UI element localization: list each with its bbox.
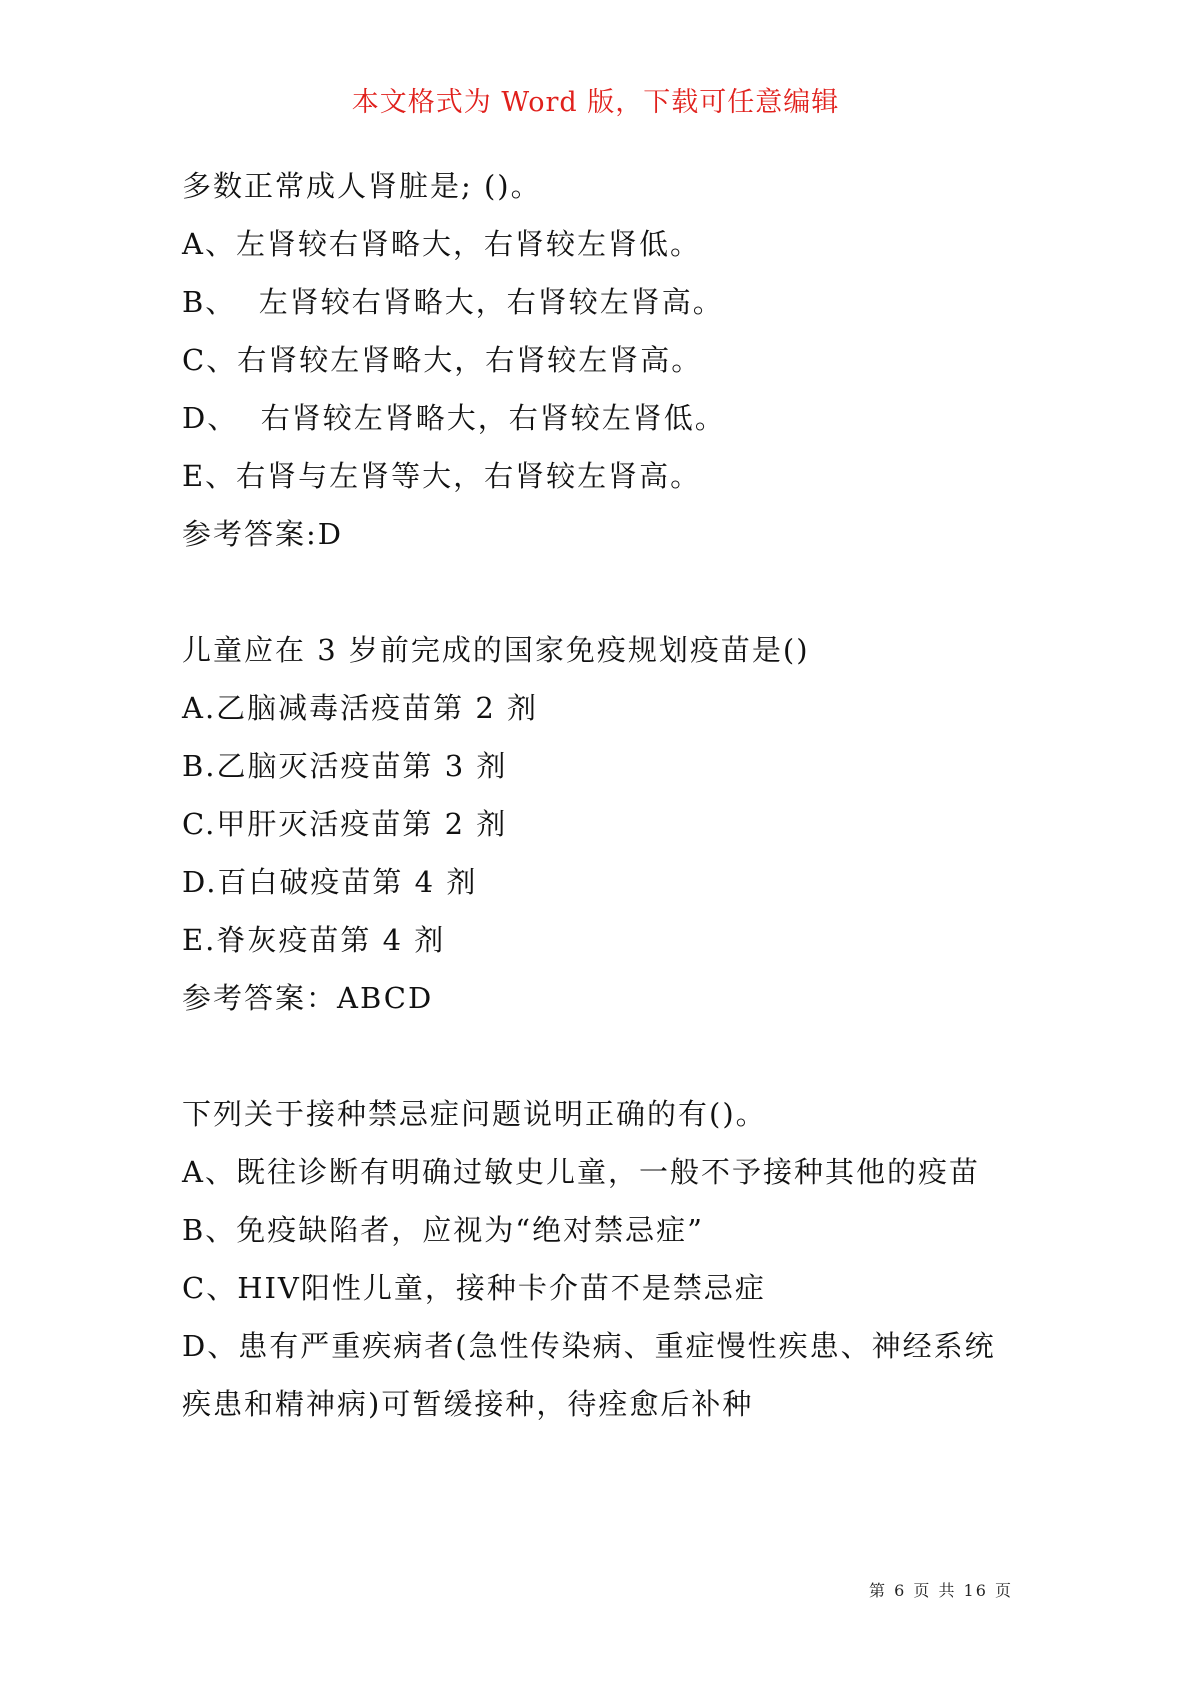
- question-2-answer: 参考答案：ABCD: [182, 981, 434, 1015]
- question-2-stem: 儿童应在 3 岁前完成的国家免疫规划疫苗是(): [182, 633, 810, 667]
- question-1-option-e: E、右肾与左肾等大，右肾较左肾高。: [182, 459, 702, 493]
- question-3-stem: 下列关于接种禁忌症问题说明正确的有()。: [182, 1097, 767, 1131]
- question-1-option-a: A、左肾较右肾略大，右肾较左肾低。: [182, 227, 701, 261]
- question-1-answer: 参考答案:D: [182, 517, 344, 551]
- question-3-option-a: A、既往诊断有明确过敏史儿童，一般不予接种其他的疫苗: [182, 1155, 980, 1189]
- question-2-option-a: A.乙脑减毒活疫苗第 2 剂: [182, 691, 539, 725]
- question-3-option-c: C、HIV阳性儿童，接种卡介苗不是禁忌症: [182, 1271, 766, 1305]
- question-2-option-b: B.乙脑灭活疫苗第 3 剂: [182, 749, 508, 783]
- question-2-option-c: C.甲肝灭活疫苗第 2 剂: [182, 807, 508, 841]
- question-1-option-c: C、右肾较左肾略大，右肾较左肾高。: [182, 343, 703, 377]
- question-3-option-b: B、免疫缺陷者，应视为“绝对禁忌症”: [182, 1213, 704, 1247]
- page-indicator: 第 6 页 共 16 页: [869, 1581, 1013, 1600]
- question-3-option-d: D、患有严重疾病者(急性传染病、重症慢性疾患、神经系统: [182, 1329, 996, 1363]
- question-1-option-b: B、 左肾较右肾略大，右肾较左肾高。: [182, 285, 724, 319]
- question-3-option-d-continued: 疾患和精神病)可暂缓接种，待痊愈后补种: [182, 1387, 754, 1421]
- format-notice: 本文格式为 Word 版，下载可任意编辑: [351, 87, 840, 118]
- question-2-option-d: D.百白破疫苗第 4 剂: [182, 865, 478, 899]
- question-1-option-d: D、 右肾较左肾略大，右肾较左肾低。: [182, 401, 726, 435]
- question-1-stem: 多数正常成人肾脏是; ()。: [182, 169, 542, 203]
- question-2-option-e: E.脊灰疫苗第 4 剂: [182, 923, 446, 957]
